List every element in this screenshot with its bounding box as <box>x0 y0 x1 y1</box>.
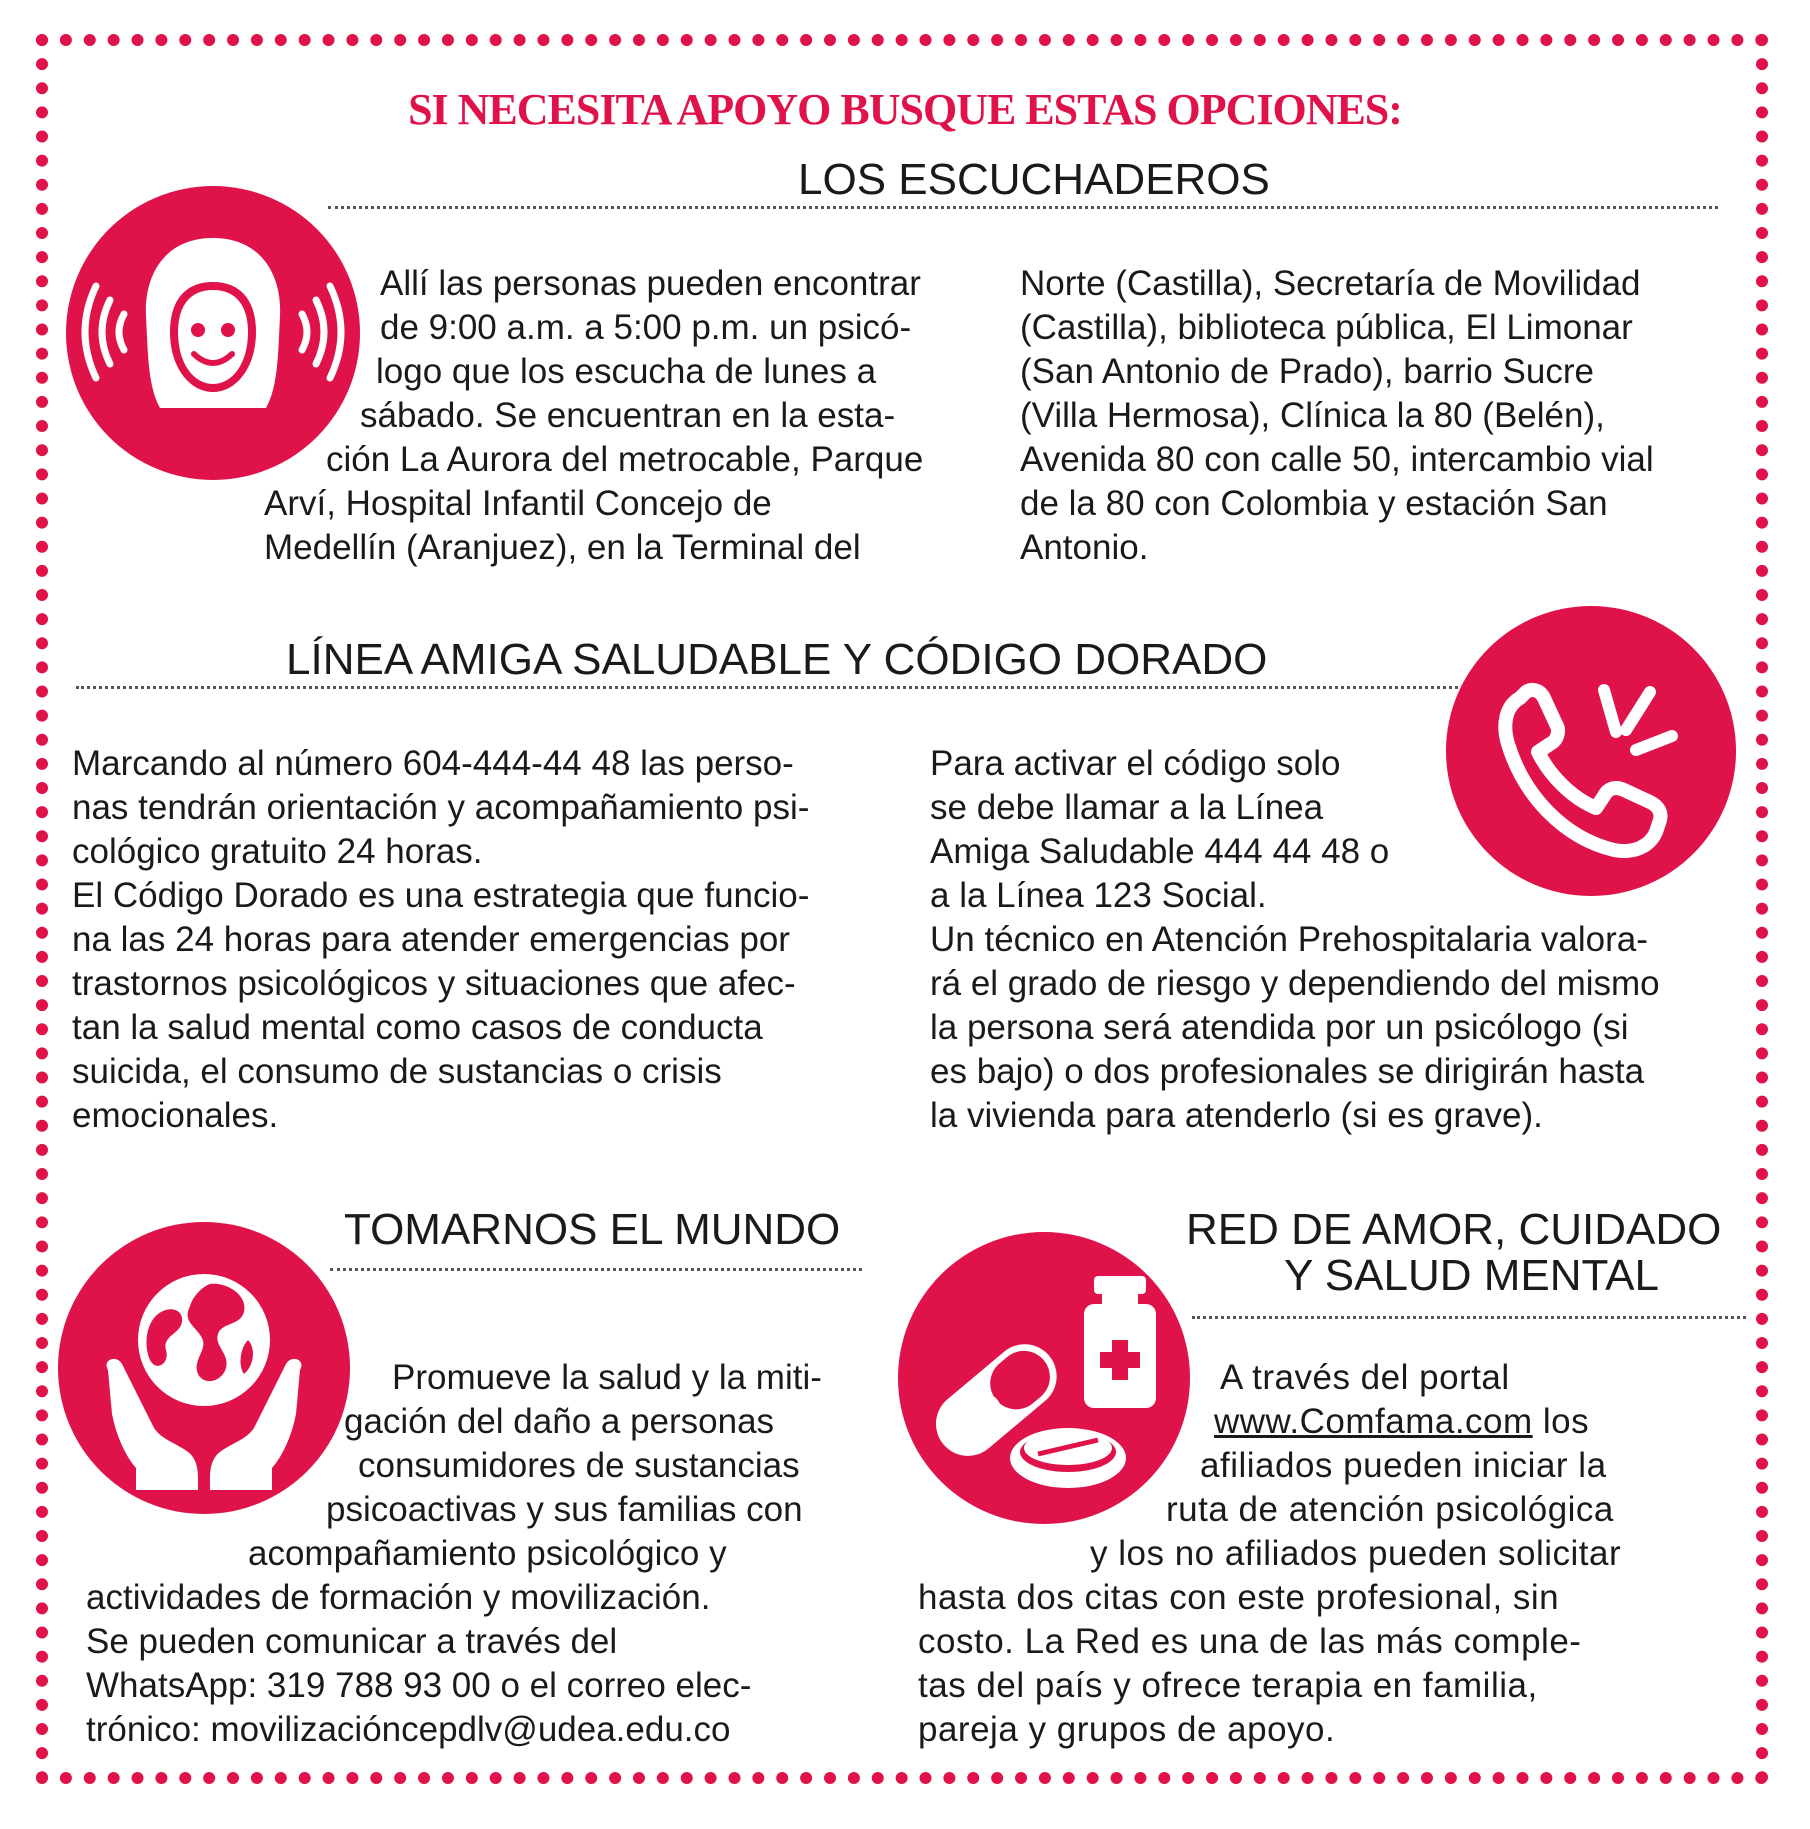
linea-amiga-title: LÍNEA AMIGA SALUDABLE Y CÓDIGO DORADO <box>286 635 1268 684</box>
tomarnos-rule <box>330 1268 862 1271</box>
text-line-with-link <box>918 1400 1621 1444</box>
text-line: afiliados pueden iniciar la <box>1200 1446 1607 1485</box>
text-line: y los no afiliados pueden solicitar <box>1090 1534 1622 1573</box>
text-line: tas del país y ofrece terapia en familia, <box>918 1666 1538 1705</box>
escuchaderos-rule <box>328 206 1718 209</box>
text-line: Norte (Castilla), Secretaría de Movilidad <box>1020 264 1641 303</box>
text-line: nas tendrán orientación y acompañamiento psi- <box>72 788 810 827</box>
text-line: se debe llamar a la Línea <box>930 788 1324 827</box>
text-line: hasta dos citas con este profesional, sin <box>918 1578 1560 1617</box>
linea-amiga-text-col1 <box>72 742 809 1138</box>
text-line: costo. La Red es una de las más comple- <box>918 1622 1582 1661</box>
red-amor-rule <box>1192 1316 1746 1319</box>
tomarnos-text <box>86 1356 822 1752</box>
text-line: actividades de formación y movilización. <box>86 1578 711 1617</box>
text-line: Se pueden comunicar a través del <box>86 1622 618 1661</box>
text-line: na las 24 horas para atender emergencias por <box>72 920 790 959</box>
text-line: Amiga Saludable 444 44 48 o <box>930 832 1390 871</box>
escuchaderos-text-col1 <box>264 262 923 570</box>
text-line: Allí las personas pueden encontrar <box>380 264 921 303</box>
text-line: Promueve la salud y la miti- <box>392 1358 822 1397</box>
text-line: trónico: movilizacióncepdlv@udea.edu.co <box>86 1710 731 1749</box>
text-line: psicoactivas y sus familias con <box>326 1490 803 1529</box>
text-line: Arví, Hospital Infantil Concejo de <box>264 484 772 523</box>
text-line: consumidores de sustancias <box>358 1446 800 1485</box>
text-line: tan la salud mental como casos de conducta <box>72 1008 763 1047</box>
red-amor-title-line2: Y SALUD MENTAL <box>1284 1251 1659 1300</box>
text-line: cológico gratuito 24 horas. <box>72 832 483 871</box>
text-line: Marcando al número 604-444-44 48 las perso- <box>72 744 794 783</box>
text-line: Antonio. <box>1020 528 1149 567</box>
text-line: acompañamiento psicológico y <box>248 1534 727 1573</box>
linea-amiga-text-col2 <box>930 742 1660 1138</box>
text-line: Para activar el código solo <box>930 744 1341 783</box>
text-line: es bajo) o dos profesionales se dirigirán hasta <box>930 1052 1645 1091</box>
text-line: El Código Dorado es una estrategia que funcio- <box>72 876 810 915</box>
text-line: logo que los escucha de lunes a <box>376 352 877 391</box>
text-line: la persona será atendida por un psicólogo (si <box>930 1008 1629 1047</box>
text-line: pareja y grupos de apoyo. <box>918 1710 1336 1749</box>
text-line: ción La Aurora del metrocable, Parque <box>326 440 924 479</box>
escuchaderos-text-col2 <box>1020 262 1654 570</box>
text-line: de la 80 con Colombia y estación San <box>1020 484 1608 523</box>
text-line: A través del portal <box>1220 1358 1510 1397</box>
text-line: gación del daño a personas <box>344 1402 775 1441</box>
comfama-link[interactable]: www.Comfama.com <box>1214 1402 1533 1441</box>
main-title: SI NECESITA APOYO BUSQUE ESTAS OPCIONES: <box>408 85 1402 134</box>
text-line: (Castilla), biblioteca pública, El Limonar <box>1020 308 1633 347</box>
escuchaderos-title: LOS ESCUCHADEROS <box>798 155 1270 204</box>
red-amor-title-line1: RED DE AMOR, CUIDADO <box>1186 1205 1722 1254</box>
text-line: Un técnico en Atención Prehospitalaria valora- <box>930 920 1648 959</box>
red-amor-text <box>918 1356 1621 1752</box>
text-line: emocionales. <box>72 1096 279 1135</box>
text-line: la vivienda para atenderlo (si es grave). <box>930 1096 1543 1135</box>
text-line: ruta de atención psicológica <box>1166 1490 1614 1529</box>
text-line-suffix: los <box>1532 1402 1590 1441</box>
text-line: WhatsApp: 319 788 93 00 o el correo elec- <box>86 1666 752 1705</box>
text-line: trastornos psicológicos y situaciones que afec- <box>72 964 796 1003</box>
text-line: de 9:00 a.m. a 5:00 p.m. un psicó- <box>380 308 912 347</box>
text-line: Avenida 80 con calle 50, intercambio vial <box>1020 440 1654 479</box>
linea-amiga-rule <box>76 686 1470 689</box>
text-line: (San Antonio de Prado), barrio Sucre <box>1020 352 1594 391</box>
text-line: (Villa Hermosa), Clínica la 80 (Belén), <box>1020 396 1605 435</box>
text-line: Medellín (Aranjuez), en la Terminal del <box>264 528 861 567</box>
tomarnos-title: TOMARNOS EL MUNDO <box>344 1205 841 1254</box>
text-line: a la Línea 123 Social. <box>930 876 1267 915</box>
text-line: sábado. Se encuentran en la esta- <box>360 396 896 435</box>
text-line: rá el grado de riesgo y dependiendo del mismo <box>930 964 1660 1003</box>
text-line: suicida, el consumo de sustancias o crisis <box>72 1052 722 1091</box>
